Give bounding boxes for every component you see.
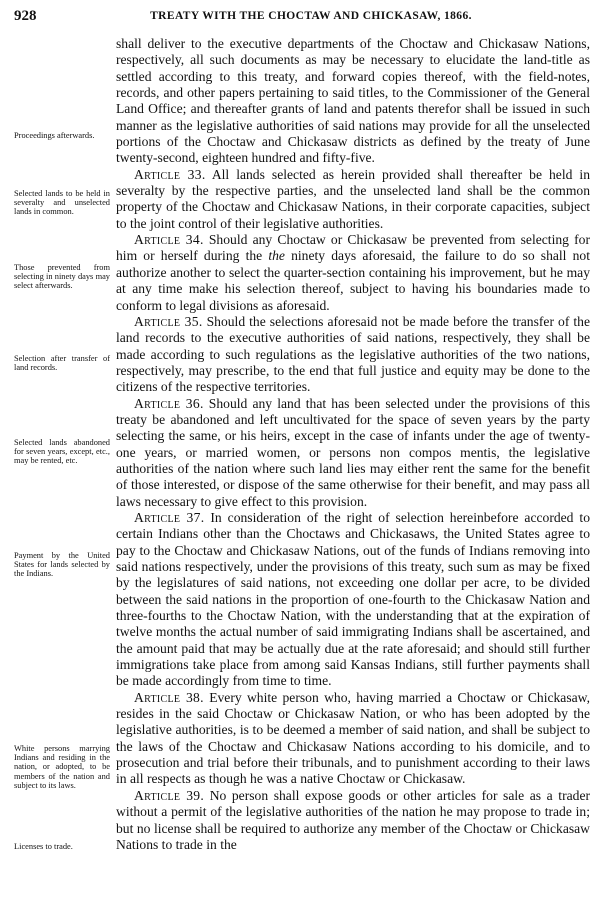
paragraph-article-39: Article 39. No person shall expose goods or other articles for sale as a trader without a permit of the legislative authorities of the nation he may propose to trade in; but no license shall be required to authorize any member of the Choctaw or Chickasaw Nations to trade in the xyxy=(116,787,590,852)
paragraph-article-36: Article 36. Should any land that has been selected under the provisions of this treaty be abandoned and left uncultivated for the space of seven years by the party selecting the same, or his heirs, except in the case of infants under the age of twenty-one years, or married women, or persons non compos mentis, the legislative authorities of the nation where such land lies may either rent the same for the benefit of those interested, or dispose of the same otherwise for their benefit, and may pass all laws necessary to give effect to this provision. xyxy=(116,395,591,509)
article-39-label: Article 39. xyxy=(134,787,205,803)
paragraph-continuation: shall deliver to the executive departments of the Choctaw and Chickasaw Nations, respectively, all such documents as may be necessary to elucidate the land-title as settled according to this treaty, and forward copies thereof, with the field-notes, records, and other papers pertaining to said titles, to the Commissioner of the General Land Office; and thereafter grants of land and patents therefor shall be issued in such manner as the legislative authorities of said nations may provide for all the unselected portions of the Choctaw and Chickasaw districts as defined by the treaty of June twenty-second, eighteen hundred and fifty-five. xyxy=(116,36,590,166)
italic-the: the xyxy=(268,248,285,264)
page-number: 928 xyxy=(14,8,37,24)
margin-note-white-persons: White persons marrying Indians and residing in the nation, or adopted, to be members of the nation and subject to its laws. xyxy=(14,744,110,790)
article-35-label: Article 35. xyxy=(134,313,203,329)
running-head: TREATY WITH THE CHOCTAW AND CHICKASAW, 1866. xyxy=(150,10,472,22)
paragraph-article-34: Article 34. Should any Choctaw or Chickasaw be prevented from selecting for him or herself during the the ninety days aforesaid, the failure to do so shall not authorize another to select the quarter-section containing his improvement, but he may at any time make his selection thereof, subject to having his boundaries made to conform to legal divisions as aforesaid. xyxy=(116,232,590,313)
paragraph-article-33: Article 33. All lands selected as herein provided shall thereafter be held in severalty by the respective parties, and the unselected land shall be the common property of the Choctaw and Chickasaw Nations, in their corporate capacities, subject to the joint control of their legislative authorities. xyxy=(116,166,591,231)
article-33-label: Article 33. xyxy=(134,166,206,182)
margin-note-abandoned-lands: Selected lands abandoned for seven years, except, etc., may be rented, etc. xyxy=(14,438,110,466)
paragraph-article-38: Article 38. Every white person who, having married a Choctaw or Chickasaw, resides in the said Choctaw or Chickasaw Nation, or who has been adopted by the legislative authorities, is to be deemed a member of said nation, and shall be subject to the laws of the Choctaw and Chickasaw Nations according to his domicile, and to prosecution and trial before their tribunals, and to punishment according to their laws in all respects as though he was a native Choctaw or Chickasaw. xyxy=(116,689,590,787)
margin-note-payment: Payment by the United States for lands selected by the Indians. xyxy=(14,551,110,579)
paragraph-article-35: Article 35. Should the selections aforesaid not be made before the transfer of the land records to the executive authorities of said nations, respectively, they shall be made according to such regulations as the legislative authorities of the two nations, respectively, may prescribe, to the end that full justice and equity may be done to the citizens of the respective territories. xyxy=(116,313,590,395)
article-37-label: Article 37. xyxy=(134,509,205,525)
margin-notes xyxy=(14,0,112,918)
paragraph-article-37: Article 37. In consideration of the right of selection hereinbefore accorded to certain Indians other than the Choctaws and Chickasaws, the United States agree to pay to the Choctaw and Chickasaw Nations, out of the funds of Indians removing into said nations respectively, under the provisions of this treaty, such sum as may be fixed by the legislatures of said nations, not exceeding one dollar per acre, to be divided between the said nations in the proportion of one-fourth to the Chickasaw Nation and three-fourths to the Choctaw Nation, with the understanding that at the expiration of twelve months the actual number of said immigrating Indians shall be ascertained, and the amount paid that may be actually due at the rate aforesaid; and should still further immigrations take place from among said Kansas Indians, still further payments shall be made accordingly from time to time. xyxy=(116,509,590,689)
margin-note-licenses: Licenses to trade. xyxy=(14,842,73,851)
margin-note-proceedings: Proceedings afterwards. xyxy=(14,131,95,140)
article-38-label: Article 38. xyxy=(134,689,204,705)
treaty-text xyxy=(116,36,590,853)
margin-note-severalty: Selected lands to be held in severalty and unselected lands in common. xyxy=(14,189,110,217)
article-36-label: Article 36. xyxy=(134,395,204,411)
margin-note-selection-after-transfer: Selection after transfer of land records. xyxy=(14,354,110,373)
margin-note-ninety-days: Those prevented from selecting in ninety days may select afterwards. xyxy=(14,263,110,291)
article-34-label: Article 34. xyxy=(134,232,204,248)
